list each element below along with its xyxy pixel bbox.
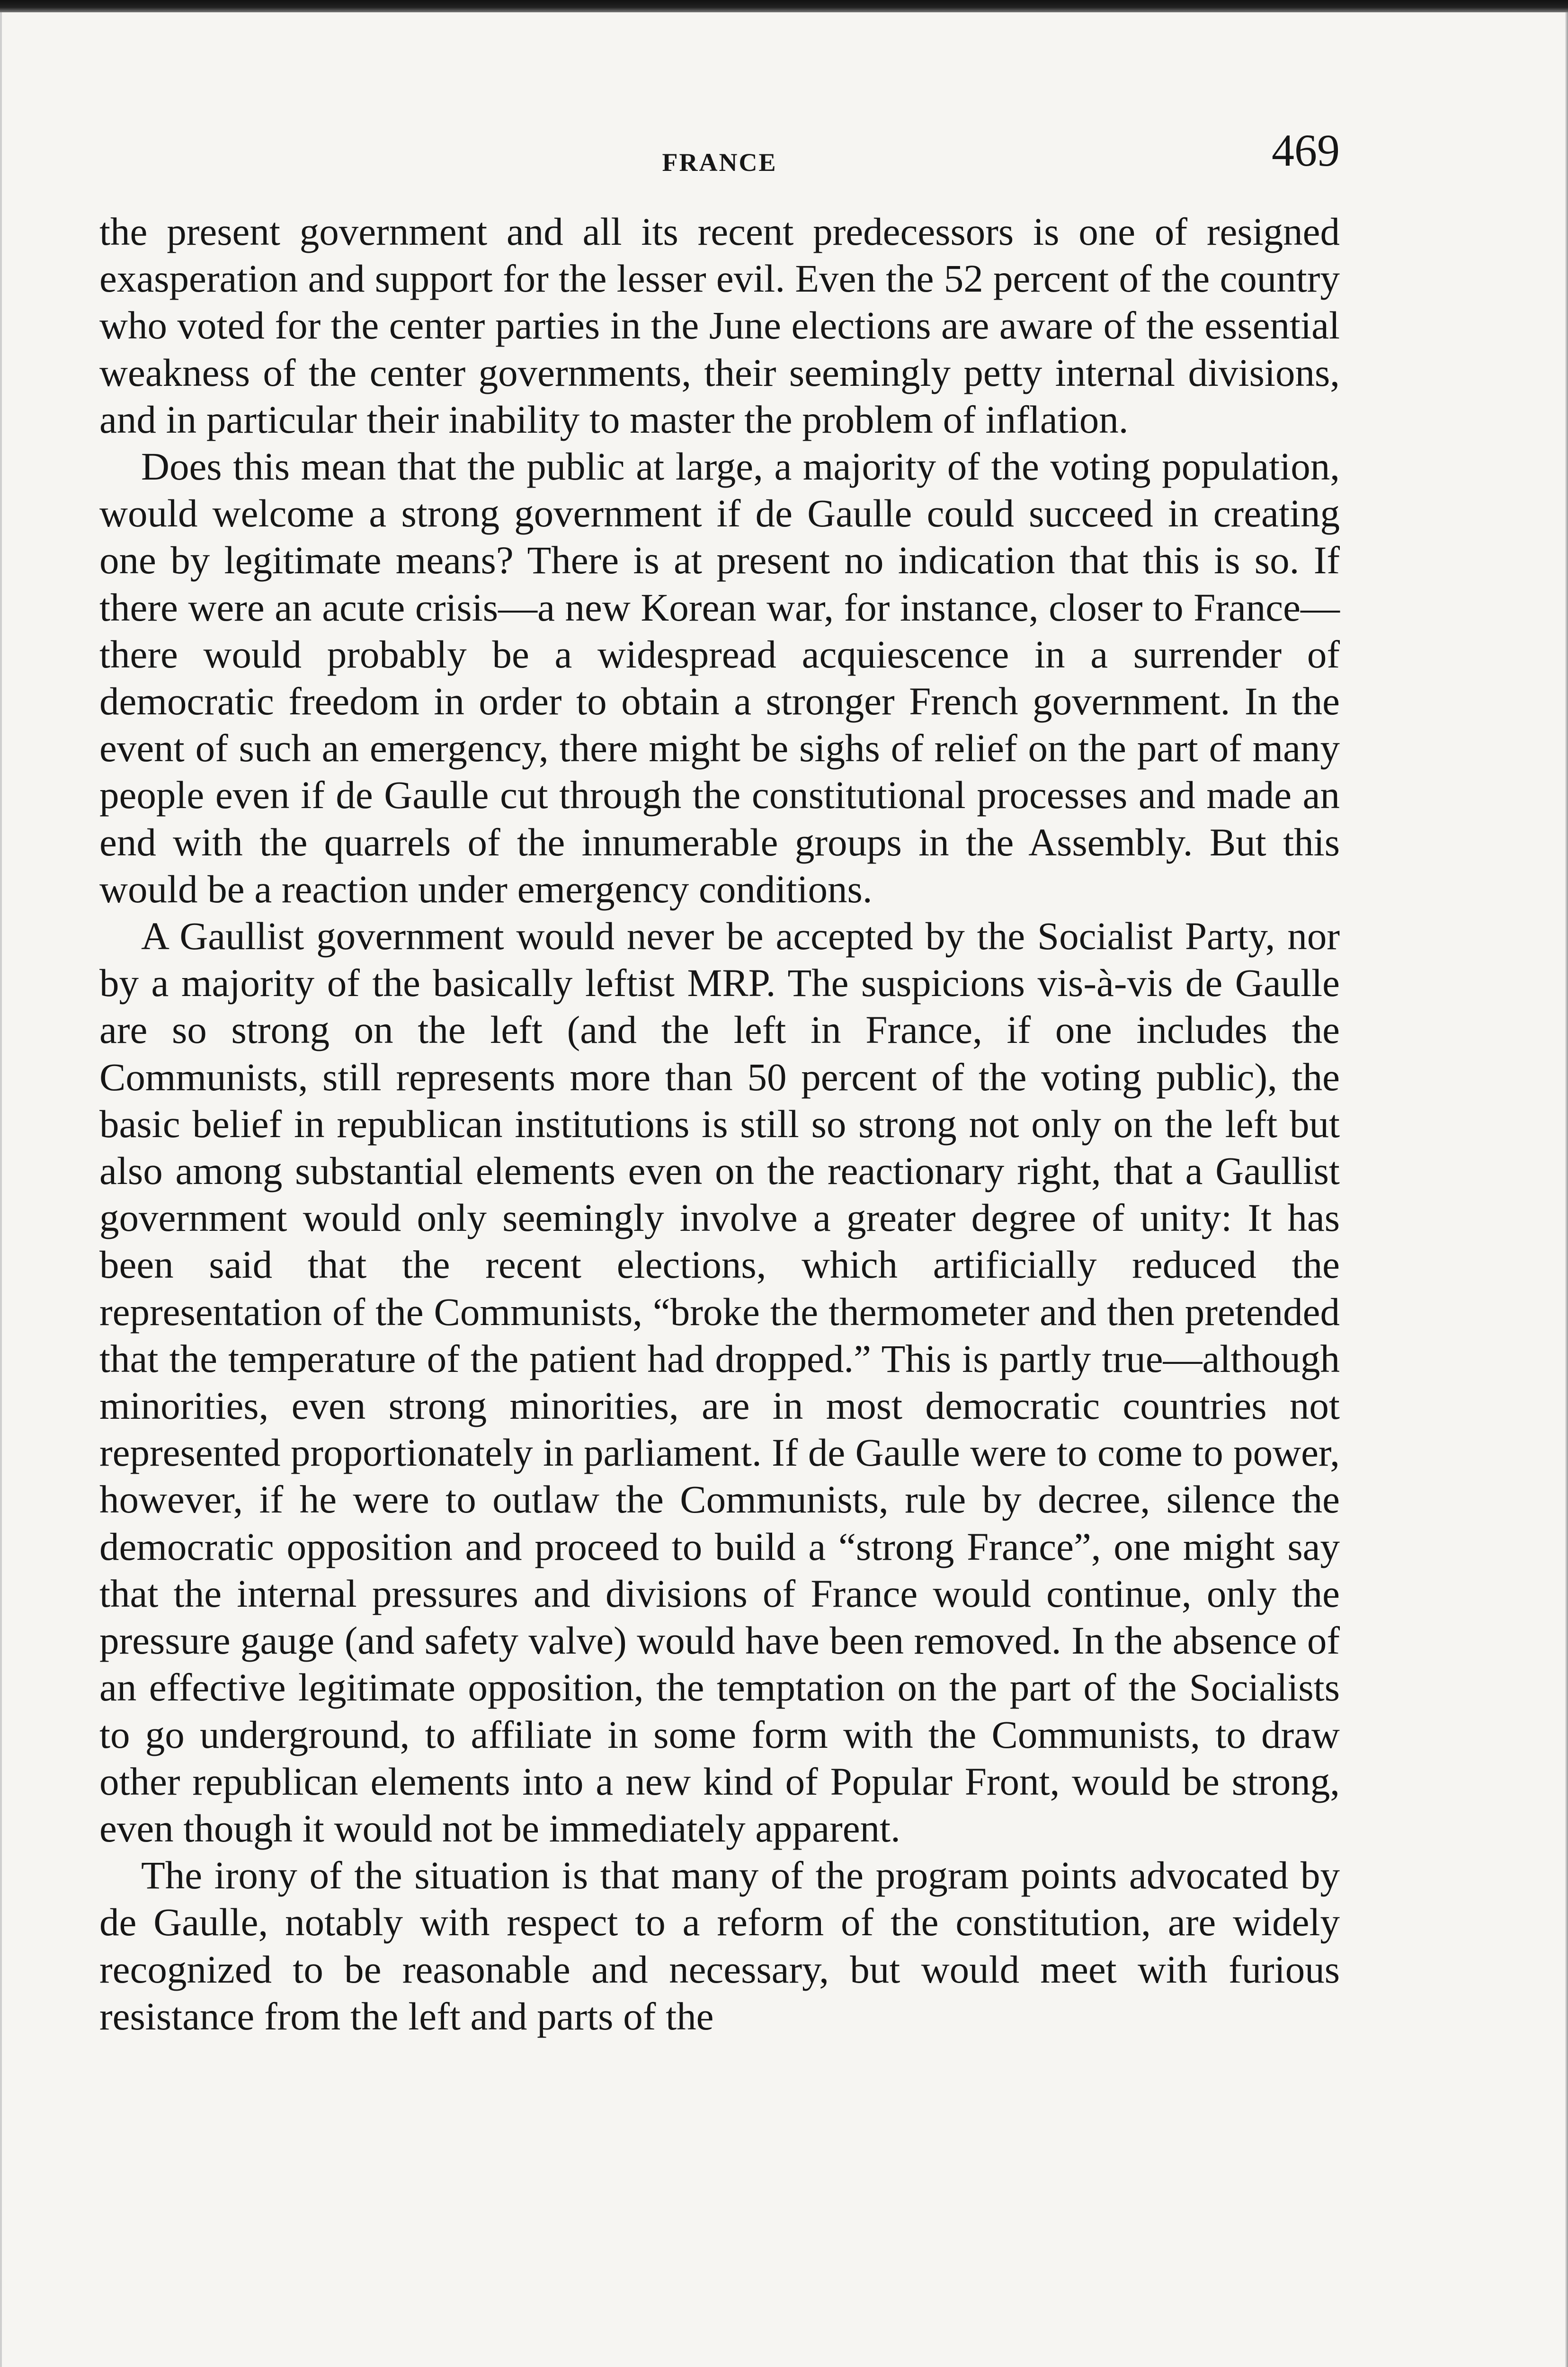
running-head: FRANCE bbox=[662, 148, 777, 177]
paragraph-continued: the present government and all its recent predecessors is one of resigned exasperation and support for the lesser evil. Even the 52 percent of the country who voted for the center parties in the June elections are aware of the essential weakness of the center governments, their seemingly petty internal divisions, and in particular their inability to master the problem of inflation. bbox=[99, 210, 1340, 441]
body-text bbox=[99, 208, 1340, 2040]
scan-left-edge bbox=[0, 12, 2, 2367]
page-header bbox=[99, 125, 1340, 185]
page-number: 469 bbox=[1272, 125, 1340, 176]
paragraph-public-opinion: Does this mean that the public at large, a majority of the voting population, would welcome a strong government if de Gaulle could succeed in creating one by legitimate means? There is at present no indication that this is so. If there were an acute crisis—a new Korean war, for instance, closer to France—there would probably be a widespread acquiescence in a surrender of democratic freedom in order to obtain a stronger French government. In the event of such an emergency, there might be sighs of relief on the part of many people even if de Gaulle cut through the constitutional processes and made an end with the quarrels of the innumerable groups in the Assembly. But this would be a reaction under emergency conditions. bbox=[99, 445, 1340, 911]
paragraph-gaullist-government: A Gaullist government would never be accepted by the Socialist Party, nor by a majority of the basically leftist MRP. The suspicions vis-à-vis de Gaulle are so strong on the left (and the left in France, if one includes the Communists, still represents more than 50 percent of the voting public), the basic belief in republican institutions is still so strong not only on the left but also among substantial elements even on the reactionary right, that a Gaullist government would only seemingly involve a greater degree of unity: It has been said that the recent elections, which artificially reduced the representation of the Communists, “broke the thermometer and then pretended that the temperature of the patient had dropped.” This is partly true—although minorities, even strong minorities, are in most democratic countries not represented proportionately in parliament. If de Gaulle were to come to power, however, if he were to outlaw the Communists, rule by decree, silence the democratic opposition and proceed to build a “strong France”, one might say that the internal pressures and divisions of France would continue, only the pressure gauge (and safety valve) would have been removed. In the absence of an effective legitimate opposition, the temptation on the part of the Socialists to go underground, to affiliate in some form with the Communists, to draw other republican elements into a new kind of Popular Front, would be strong, even though it would not be immediately apparent. bbox=[99, 914, 1340, 1850]
scan-top-edge bbox=[0, 0, 1568, 12]
paragraph-irony: The irony of the situation is that many of the program points advocated by de Gaulle, notably with respect to a reform of the constitution, are widely recognized to be reasonable and necessary, but would meet with furious resistance from the left and parts of the bbox=[99, 1853, 1340, 2038]
scan-right-edge bbox=[1565, 12, 1568, 2367]
